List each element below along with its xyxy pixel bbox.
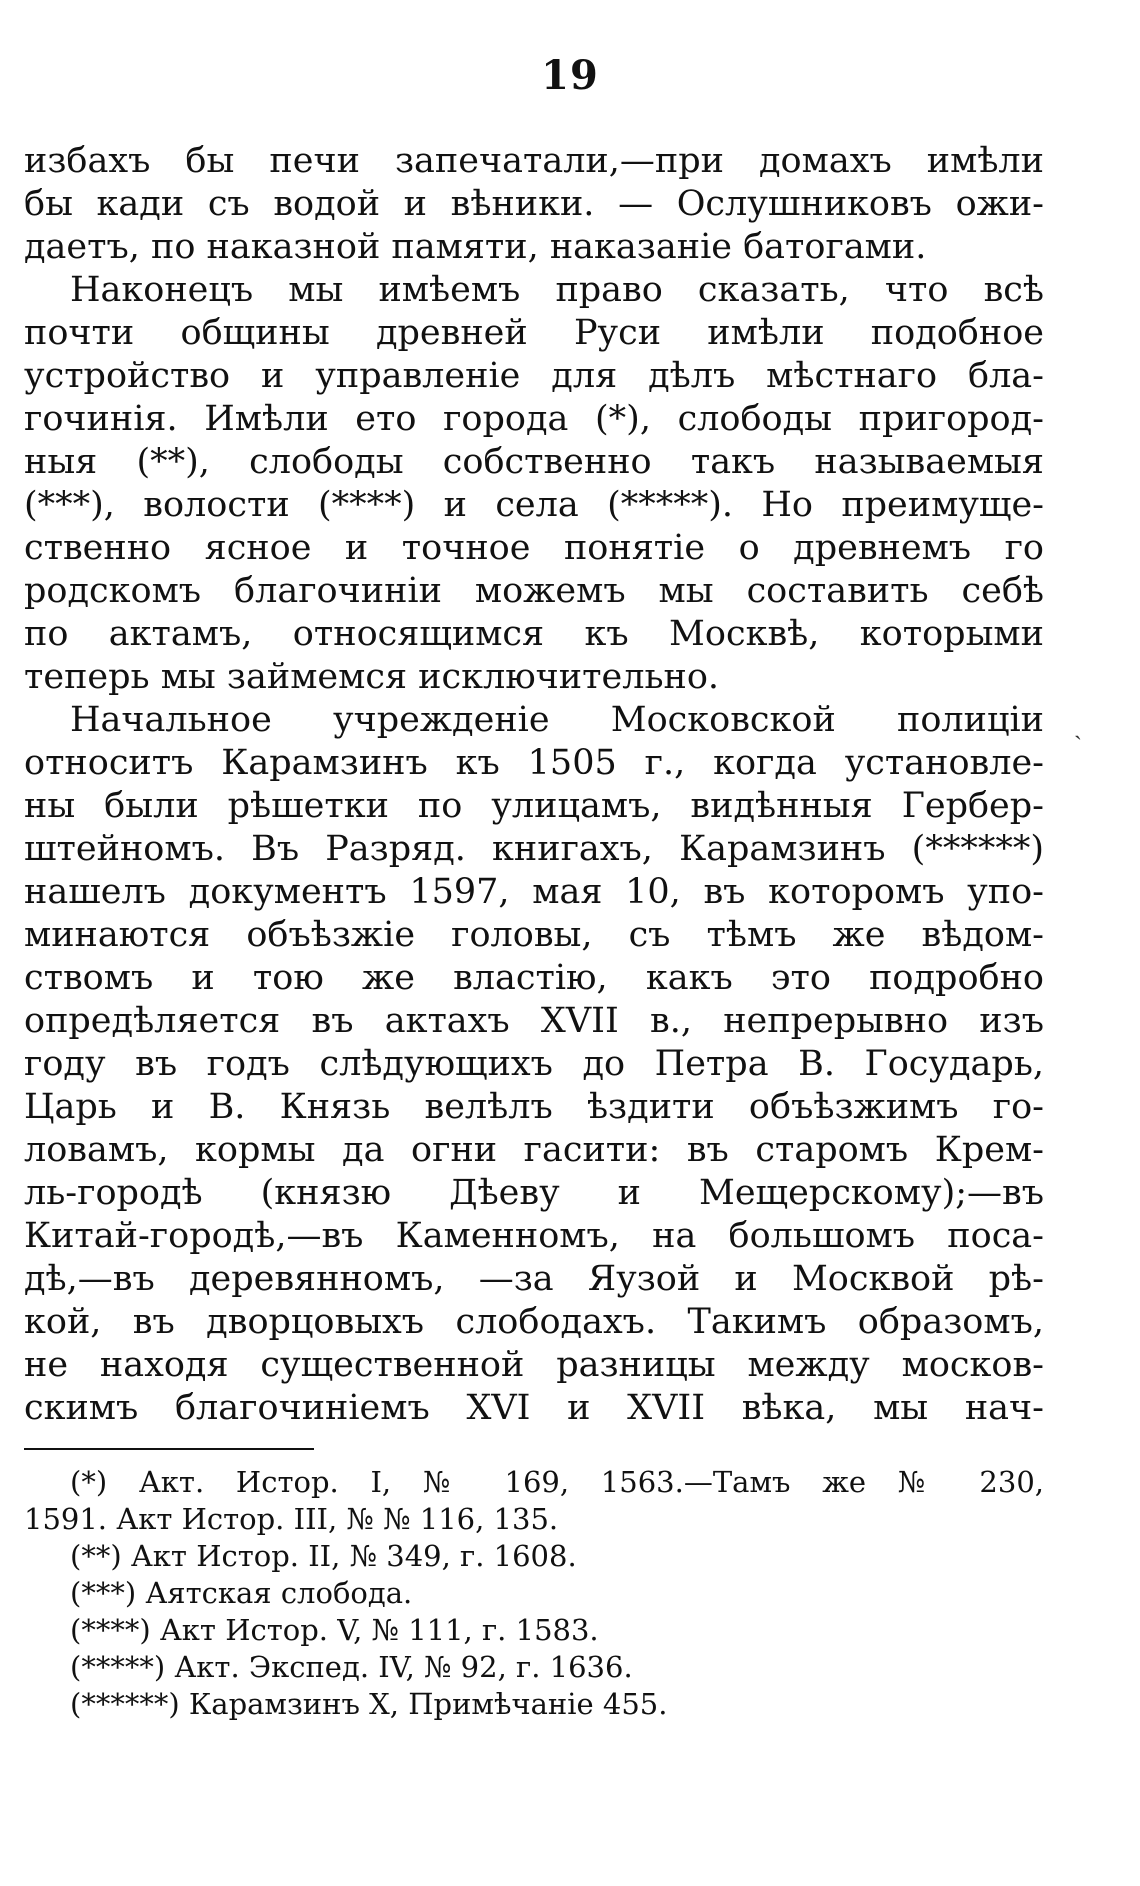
text-line: Наконецъ мы имѣемъ право сказать, что всѣ [70, 270, 1044, 310]
text-line: (***), волости (****) и села (*****). Но преимуще- [24, 485, 1044, 525]
text-line: ственно ясное и точное понятіе о древнемъ го [24, 528, 1044, 568]
text-line: ны были рѣшетки по улицамъ, видѣнныя Гербер- [24, 786, 1044, 826]
page-number: 19 [541, 52, 599, 99]
text-line: Царь и В. Князь велѣлъ ѣздити объѣзжимъ го- [24, 1087, 1044, 1127]
footnote-line: (**) Акт Истор. II, № 349, г. 1608. [70, 1539, 577, 1573]
text-line: нашелъ документъ 1597, мая 10, въ которомъ упо- [24, 872, 1044, 912]
text-line: году въ годъ слѣдующихъ до Петра В. Государь, [24, 1044, 1044, 1084]
text-line: родскомъ благочиніи можемъ мы составить себѣ [24, 571, 1044, 611]
footnotes [24, 1464, 1044, 1723]
footnote-line: (****) Акт Истор. V, № 111, г. 1583. [70, 1613, 599, 1647]
margin-speck: ˎ [1074, 712, 1082, 740]
text-line: избахъ бы печи запечатали,—при домахъ имѣли [24, 141, 1044, 181]
text-line: ловамъ, кормы да огни гасити: въ старомъ Крем- [24, 1130, 1044, 1170]
footnote-line: 1591. Акт Истор. III, № № 116, 135. [24, 1502, 559, 1536]
text-line: дѣ,—въ деревянномъ, —за Яузой и Москвой рѣ- [24, 1259, 1044, 1299]
text-line: Начальное учрежденіе Московской полиціи [70, 700, 1044, 740]
footnote-line: (*****) Акт. Экспед. IV, № 92, г. 1636. [70, 1650, 633, 1684]
text-line: по актамъ, относящимся къ Москвѣ, которыми [24, 614, 1044, 654]
text-line: штейномъ. Въ Разряд. книгахъ, Карамзинъ (******) [24, 829, 1044, 869]
footnote-line: (******) Карамзинъ X, Примѣчаніе 455. [70, 1687, 668, 1721]
text-line: не находя существенной разницы между москов- [24, 1345, 1044, 1385]
footnote-separator [24, 1448, 314, 1450]
text-line: минаются объѣзжіе головы, съ тѣмъ же вѣдом- [24, 915, 1044, 955]
text-line: кой, въ дворцовыхъ слободахъ. Такимъ образомъ, [24, 1302, 1044, 1342]
footnote-line: (***) Аятская слобода. [70, 1576, 413, 1610]
text-line: опредѣляется въ актахъ XVII в., непрерывно изъ [24, 1001, 1044, 1041]
body-text [24, 140, 1044, 1430]
text-line: ныя (**), слободы собственно такъ называемыя [24, 442, 1044, 482]
text-line: ствомъ и тою же властію, какъ это подробно [24, 958, 1044, 998]
text-line: гочинія. Имѣли ето города (*), слободы пригород- [24, 399, 1044, 439]
footnote-line: (*) Акт. Истор. I, № 169, 1563.—Тамъ же № 230, [70, 1465, 1044, 1499]
text-line: почти общины древней Руси имѣли подобное [24, 313, 1044, 353]
text-line: бы кади съ водой и вѣники. — Ослушниковъ ожи- [24, 184, 1044, 224]
text-line: ль-городѣ (князю Дѣеву и Мещерскому);—въ [24, 1173, 1044, 1213]
text-line: теперь мы займемся исключительно. [24, 657, 720, 697]
text-line: скимъ благочиніемъ XVI и XVII вѣка, мы нач- [24, 1388, 1044, 1428]
text-line: Китай-городѣ,—въ Каменномъ, на большомъ поса- [24, 1216, 1044, 1256]
text-line: устройство и управленіе для дѣлъ мѣстнаго бла- [24, 356, 1044, 396]
text-line: даетъ, по наказной памяти, наказаніе батогами. [24, 227, 927, 267]
text-line: относитъ Карамзинъ къ 1505 г., когда установле- [24, 743, 1044, 783]
